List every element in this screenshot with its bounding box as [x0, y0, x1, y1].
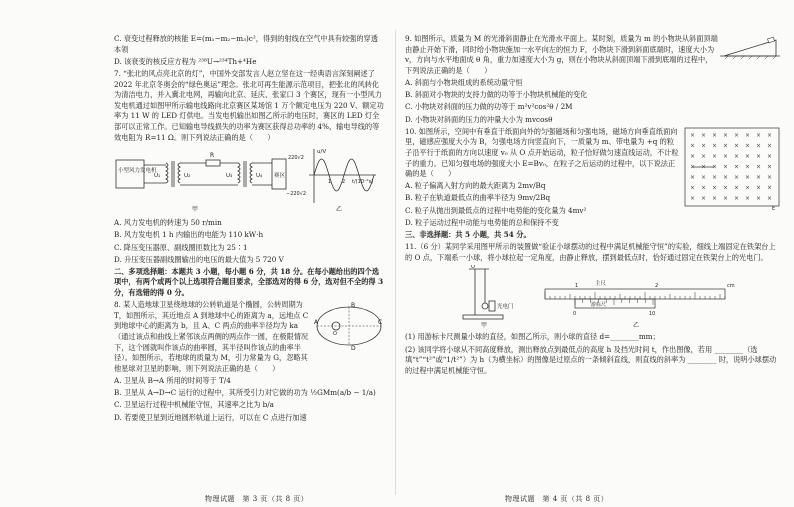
- q8-ellipse-figure: [314, 302, 384, 350]
- field-cross-mark: ×: [756, 131, 762, 139]
- section-2-heading: 二、多项选择题：本题共 3 小题，每小题 6 分，共 18 分。在每小题给出的四个选项中，有两个或两个以上选项符合题目要求，全部选对的得 6 分，选对但不全的得 3 分，有选错的得 0 分。: [114, 266, 384, 298]
- left-page: [114, 34, 384, 425]
- field-cross-mark: ×: [690, 163, 696, 171]
- field-cross-mark: ×: [712, 131, 718, 139]
- q11-part-1: (1) 用游标卡尺测量小球的直径，如图乙所示，则小球的直径 d=________mm；: [405, 332, 660, 342]
- field-cross-mark: ×: [734, 173, 740, 181]
- q9-incline-figure: [720, 34, 780, 60]
- right-page-footer: 物理试题 第 4 页（共 8 页）: [505, 495, 609, 503]
- left-page-footer: 物理试题 第 3 页（共 8 页）: [205, 495, 309, 503]
- field-cross-mark: ×: [723, 194, 729, 202]
- field-cross-mark: ×: [734, 163, 740, 171]
- q8-option-b: B. 卫星从 A→D→C 运行的过程中，其所受引力对它做的功为 ½GMm(a/b − 1/a): [114, 388, 376, 398]
- q9-paren: （ ）: [462, 65, 492, 75]
- q11-fig-label-yi: 乙: [633, 322, 640, 330]
- right-page: [405, 34, 780, 378]
- q7-fig-ymin: −220√2: [286, 191, 307, 198]
- field-cross-mark: ×: [701, 184, 707, 192]
- field-cross-mark: ×: [712, 142, 718, 150]
- q11-fig-O: O: [471, 265, 475, 271]
- q8-fig-C: C: [378, 319, 383, 327]
- field-cross-mark: ×: [723, 131, 729, 139]
- q6-option-d: D. 该衰变的核反应方程为 ²³⁸U→²³⁴Th+⁴He: [114, 56, 257, 66]
- field-cross-mark: ×: [756, 194, 762, 202]
- field-cross-mark: ×: [734, 194, 740, 202]
- field-cross-mark: ×: [701, 194, 707, 202]
- q7-stem: 7. “张北的风点亮北京的灯”，中国外交部发言人赵立坚在这一经典语言深刻阐述了 2022 年北京冬奥会的“绿色奥运”理念。张北可再生能源示范项目，把张北的风转化为清洁电力，并入冀北电网，再输向北京、延庆、张家口 3 个赛区，现有一小型风力发电机通过如图甲所示输电线路向北京赛区某场馆 1 万个额定电压为 220 V、额定功率为 11 W 的 LED 灯供电。当发电机输出如图乙所示的电压时，赛区的 LED 灯全部可以正常工作。已知输电导线损失的功率为赛区获得总功率的 4%，输电导线的等效电阻为 R=11 Ω。则下列说法正确的是（ ）: [114, 68, 384, 142]
- field-cross-mark: ×: [745, 184, 751, 192]
- q8-option-d: D. 若要使卫星到近地圆形轨道上运行，可以在 C 点进行加速: [114, 412, 307, 422]
- q7-circuit-diagram: [114, 145, 384, 215]
- q7-fig-label-yi: 乙: [336, 206, 343, 214]
- field-cross-mark: ×: [745, 194, 751, 202]
- q7-fig-generator-label: 小型风力发电机: [118, 168, 157, 175]
- field-cross-mark: ×: [723, 142, 729, 150]
- field-cross-mark: ×: [745, 173, 751, 181]
- field-cross-mark: ×: [723, 184, 729, 192]
- q9-option-a: A. 斜面与小物块组成的系统动量守恒: [405, 77, 523, 87]
- field-cross-mark: ×: [712, 173, 718, 181]
- field-cross-mark: ×: [734, 142, 740, 150]
- q9-block: [405, 34, 780, 76]
- field-cross-mark: ×: [690, 173, 696, 181]
- field-cross-mark: ×: [701, 152, 707, 160]
- q8-paren: （ ）: [250, 363, 280, 373]
- q11-apparatus-figure: [405, 265, 780, 329]
- q10-option-b: B. 粒子在轨道最低点的曲率半径为 9mv/2Bq: [405, 193, 551, 203]
- field-cross-mark: ×: [745, 163, 751, 171]
- q9-option-b: B. 斜面对小物块的支持力做的功等于小物块机械能的变化: [405, 90, 588, 100]
- q8-option-a: A. 卫星从 B→A 所用的时间等于 T/4: [114, 376, 231, 385]
- field-cross-mark: ×: [734, 184, 740, 192]
- section-3-heading: 三、非选择题：共 5 小题，共 54 分。: [405, 230, 531, 240]
- q7-fig-y-label: u/V: [317, 149, 327, 156]
- q8-fig-O: O: [333, 331, 337, 338]
- field-cross-mark: ×: [767, 163, 773, 171]
- field-cross-mark: ×: [767, 142, 773, 150]
- field-cross-mark: ×: [756, 173, 762, 181]
- q11-stem: 11.（6 分）某同学采用图甲所示的装置做“验证小球摆动的过程中满足机械能守恒”的实验，细线上端固定在铁架台上的 O 点，下端系一小球，将小球拉起一定角度，由静止释放，摆到最低点时，恰好通过固定在铁架台上的光电门。: [405, 242, 776, 262]
- field-cross-mark: ×: [690, 194, 696, 202]
- q8-fig-A: A: [314, 319, 319, 327]
- q8-fig-D: D: [351, 345, 356, 351]
- field-cross-mark: ×: [723, 163, 729, 171]
- q11-fig-t2: 2: [655, 283, 659, 290]
- q11-fig-gate: 光电门: [497, 304, 514, 311]
- field-cross-mark: ×: [756, 152, 762, 160]
- field-cross-mark: ×: [756, 142, 762, 150]
- q10-option-d: D. 粒子运动过程中动能与电势能的总和保持不变: [405, 217, 559, 227]
- q7-option-b: B. 风力发电机 1 h 内输出的电能为 110 kW·h: [114, 230, 264, 240]
- field-cross-mark: ×: [712, 184, 718, 192]
- field-cross-mark: ×: [767, 184, 773, 192]
- q9-option-d: D. 小物块对斜面的压力的冲量大小为 mvcosθ: [405, 114, 553, 124]
- q10-fig-E: E: [772, 205, 776, 211]
- field-cross-mark: ×: [723, 152, 729, 160]
- q7-fig-U1: U₁: [154, 173, 161, 180]
- q7-fig-U4: U₄: [256, 173, 263, 180]
- q9-option-c: C. 小物块对斜面的压力做的功等于 m²v²cos²θ / 2M: [405, 102, 573, 112]
- field-cross-mark: ×: [701, 173, 707, 181]
- q7-option-c: C. 降压变压器原、副线圈匝数比为 25∶1: [114, 242, 248, 252]
- q11-fig-vernier: 游标尺: [591, 302, 607, 309]
- q9-stem: 9. 如图所示，质量为 M 的光滑斜面静止在光滑水平面上。某时刻，质量为 m 的小物块从斜面顶端由静止开始下滑，同时给小物块施加一水平向左的恒力 F，小物块下滑到斜面底端时，速度大小为 v，方向与水平地面成 θ 角，重力加速度大小为 g，则在小物块从斜面顶端下滑到底端的过程中，下列说法正确的是（ ）: [405, 34, 718, 75]
- field-cross-mark: ×: [701, 142, 707, 150]
- q7-paren: （ ）: [245, 132, 275, 142]
- q10-stem: 10. 如图所示，空间中有垂直于纸面向外的匀强磁场和匀强电场，磁场方向垂直纸面向里，磁感应强度大小为 B，匀强电场方向竖直向下，一质量为 m、带电量为 +q 的粒子沿平行于纸面的方向以速度 v₀ 从 O 点开始运动，粒子恰好做匀速直线运动，不计粒子的重力。已知匀强电场的强度大小 E=Bv₀，在粒子之后运动的过程中，以下说法正确的是（ ）: [405, 126, 679, 179]
- q7-figure: [114, 145, 384, 215]
- field-cross-mark: ×: [701, 163, 707, 171]
- q7-fig-tick2: 2: [342, 179, 346, 186]
- q11-fig-cm: cm: [727, 283, 735, 290]
- q8-option-c: C. 卫星运行过程中机械能守恒，其速率之比为 b/a: [114, 400, 274, 410]
- q11-fig-t0: 0: [573, 311, 577, 318]
- q7-fig-tick1: 1: [328, 179, 332, 186]
- q6-option-c: C. 衰变过程释放的核能 E=(m₁−m₂−m₃)c²，得到的射线在空气中具有较强的穿透本领: [114, 34, 378, 54]
- field-cross-mark: ×: [745, 131, 751, 139]
- field-cross-mark: ×: [712, 152, 718, 160]
- q7-option-a: A. 风力发电机的转速为 50 r/min: [114, 218, 222, 228]
- q10-paren: （ ）: [426, 169, 456, 179]
- q8-stem: 8. 某人造地球卫星绕地球的公转轨道是个椭圆，公转周期为 T，如图所示，其近地点 A 到地球中心的距离为 a，远地点 C 到地球中心的距离为 b，且 A、C 两点的曲率半径均为 ka（通过该点和曲线上紧邻该点两侧的两点作一圆，在极限情况下，这个圆就叫作该点的曲率圆，其半径叫作该点的曲率半径）。如图所示，若地球的质量为 M，引力常量为 G，忽略其他星球对卫星的影响，则下列说法正确的是（ ）: [114, 300, 309, 373]
- field-cross-mark: ×: [690, 152, 696, 160]
- field-cross-mark: ×: [690, 131, 696, 139]
- q7-fig-R: R: [210, 152, 215, 160]
- q7-fig-U3: U₃: [226, 173, 233, 180]
- q11-part-2: (2) 该同学将小球从不同高度释放，测出释放点到最低点的高度 h 及挡光时间 t，作出图像，若用 ________（选填“t”“t²”或“1/t²”）为 h（为横坐标）的图像是过原点的一条倾斜直线，则直线的斜率为 ________ 时，说明小球摆动的过程中满足机械能守恒。: [405, 344, 777, 375]
- q10-option-c: C. 粒子从抛出到最低点的过程中电势能的变化量为 4mv²: [405, 205, 587, 215]
- q11-fig-main: 主尺: [595, 281, 607, 288]
- q10-field-figure: [684, 127, 780, 211]
- q7-fig-load-label: 赛区: [274, 173, 286, 180]
- q7-fig-x-label: t/(10⁻²s): [352, 179, 374, 186]
- q7-option-d: D. 升压变压器副线圈输出的电压的最大值为 5 720 V: [114, 254, 284, 264]
- field-cross-mark: ×: [767, 131, 773, 139]
- field-cross-mark: ×: [690, 184, 696, 192]
- q7-fig-ymax: 220√2: [288, 155, 304, 162]
- field-cross-mark: ×: [734, 152, 740, 160]
- field-cross-mark: ×: [767, 173, 773, 181]
- field-cross-mark: ×: [756, 184, 762, 192]
- field-cross-mark: ×: [712, 163, 718, 171]
- q8-block: [114, 300, 384, 374]
- field-cross-mark: ×: [734, 131, 740, 139]
- field-cross-mark: ×: [701, 131, 707, 139]
- field-cross-mark: ×: [767, 152, 773, 160]
- q11-fig-t10: 10: [649, 311, 656, 318]
- field-cross-mark: ×: [712, 194, 718, 202]
- q7-fig-U2: U₂: [184, 173, 191, 180]
- field-cross-mark: ×: [690, 142, 696, 150]
- q7-fig-label-jia: 甲: [192, 206, 199, 214]
- field-cross-mark: ×: [723, 173, 729, 181]
- q11-figure: [405, 265, 780, 329]
- page-divider: [395, 30, 396, 495]
- q11-fig-label-jia: 甲: [481, 322, 488, 330]
- q11-fig-t1: 1: [575, 283, 579, 290]
- field-cross-mark: ×: [745, 142, 751, 150]
- q8-fig-B: B: [351, 302, 356, 310]
- field-cross-mark: ×: [767, 194, 773, 202]
- field-cross-mark: ×: [756, 163, 762, 171]
- q10-option-a: A. 粒子偏离入射方向的最大距离为 2mv/Bq: [405, 181, 546, 191]
- field-cross-mark: ×: [745, 152, 751, 160]
